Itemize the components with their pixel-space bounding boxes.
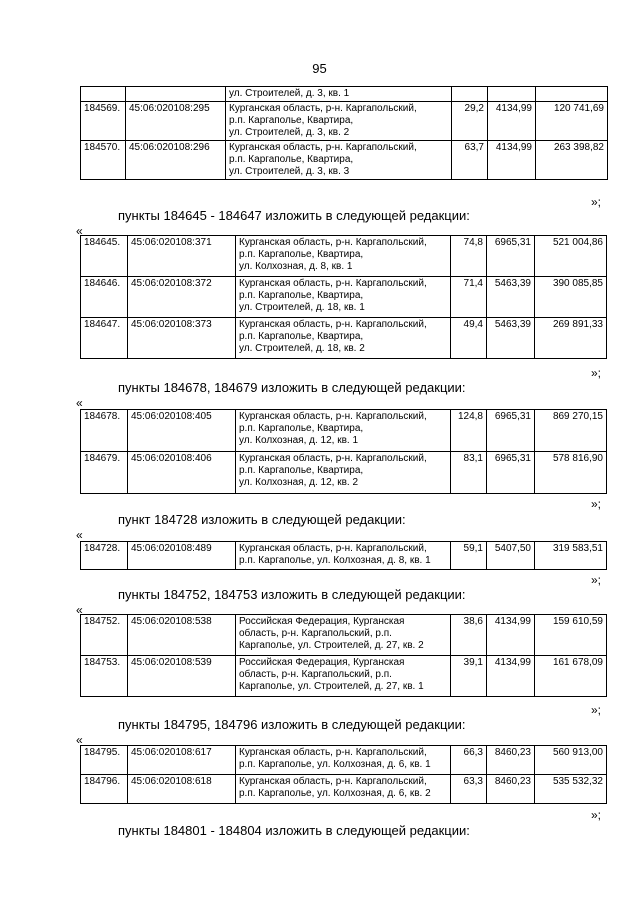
cell-cadastral-number: 45:06:020108:617 [128, 746, 236, 775]
closing-quote: »; [590, 573, 601, 587]
registry-table-184752 [80, 614, 607, 697]
cell-unit-price: 5407,50 [487, 542, 535, 570]
cell-area: 38,6 [451, 615, 487, 656]
cell-total-value: 560 913,00 [535, 746, 607, 775]
table-row [81, 746, 607, 775]
cell-total-value: 120 741,69 [536, 102, 608, 141]
table-row [81, 656, 607, 697]
cell-item-number: 184570. [81, 141, 126, 180]
cell-area: 83,1 [451, 452, 487, 494]
cell-total-value: 159 610,59 [535, 615, 607, 656]
cell-item-number: 184645. [81, 236, 128, 277]
section-intro-184801: пункты 184801 - 184804 изложить в следующей редакции: [118, 823, 470, 838]
cell-cadastral-number: 45:06:020108:538 [128, 615, 236, 656]
cell-unit-price: 6965,31 [487, 452, 535, 494]
cell-cadastral-number: 45:06:020108:296 [126, 141, 226, 180]
closing-quote: »; [590, 366, 601, 380]
section-intro-184678: пункты 184678, 184679 изложить в следующей редакции: [118, 380, 466, 395]
cell-unit-price: 5463,39 [487, 277, 535, 318]
cell-item-number: 184795. [81, 746, 128, 775]
cell-item-number: 184752. [81, 615, 128, 656]
closing-quote: »; [590, 808, 601, 822]
cell-area: 63,7 [452, 141, 488, 180]
section-intro-184728: пункт 184728 изложить в следующей редакции: [118, 512, 406, 527]
section-intro-184752: пункты 184752, 184753 изложить в следующей редакции: [118, 587, 466, 602]
cell-unit-price: 4134,99 [487, 615, 535, 656]
cell-unit-price: 4134,99 [487, 656, 535, 697]
opening-quote: « [76, 224, 83, 238]
cell-address: Курганская область, р-н. Каргапольский, р.п. Каргаполье, ул. Колхозная, д. 6, кв. 1 [236, 746, 451, 775]
cell-area: 63,3 [451, 775, 487, 804]
cell-item-number [81, 87, 126, 102]
cell-item-number: 184647. [81, 318, 128, 359]
cell-area: 66,3 [451, 746, 487, 775]
table-row [81, 542, 607, 570]
cell-address: Курганская область, р-н. Каргапольский, р.п. Каргаполье, Квартира, ул. Колхозная, д. 12, кв. 1 [236, 410, 451, 452]
cell-total-value: 535 532,32 [535, 775, 607, 804]
cell-total-value: 578 816,90 [535, 452, 607, 494]
closing-quote: »; [590, 497, 601, 511]
cell-address: Курганская область, р-н. Каргапольский, р.п. Каргаполье, ул. Колхозная, д. 6, кв. 2 [236, 775, 451, 804]
cell-item-number: 184796. [81, 775, 128, 804]
cell-total-value [536, 87, 608, 102]
cell-address: Курганская область, р-н. Каргапольский, р.п. Каргаполье, Квартира, ул. Строителей, д. 18, кв. 2 [236, 318, 451, 359]
cell-unit-price: 6965,31 [487, 410, 535, 452]
cell-area: 124,8 [451, 410, 487, 452]
table-row [81, 615, 607, 656]
closing-quote: »; [590, 195, 601, 209]
cell-item-number: 184678. [81, 410, 128, 452]
section-intro-184645: пункты 184645 - 184647 изложить в следующей редакции: [118, 208, 470, 223]
cell-unit-price: 4134,99 [488, 141, 536, 180]
registry-table-184678 [80, 409, 607, 494]
cell-address: Российская Федерация, Курганская область, р-н. Каргапольский, р.п. Каргаполье, ул. Строителей, д. 27, кв. 2 [236, 615, 451, 656]
cell-total-value: 390 085,85 [535, 277, 607, 318]
cell-area: 74,8 [451, 236, 487, 277]
cell-item-number: 184753. [81, 656, 128, 697]
table-row [81, 410, 607, 452]
cell-item-number: 184679. [81, 452, 128, 494]
registry-table-184728 [80, 541, 607, 570]
cell-unit-price: 5463,39 [487, 318, 535, 359]
cell-unit-price [488, 87, 536, 102]
opening-quote: « [76, 603, 83, 617]
registry-table-184795 [80, 745, 607, 804]
cell-item-number: 184569. [81, 102, 126, 141]
cell-total-value: 319 583,51 [535, 542, 607, 570]
cell-address: Курганская область, р-н. Каргапольский, р.п. Каргаполье, Квартира, ул. Колхозная, д. 12, кв. 2 [236, 452, 451, 494]
cell-address: Курганская область, р-н. Каргапольский, р.п. Каргаполье, ул. Колхозная, д. 8, кв. 1 [236, 542, 451, 570]
cell-cadastral-number: 45:06:020108:618 [128, 775, 236, 804]
table-row [81, 277, 607, 318]
cell-cadastral-number: 45:06:020108:539 [128, 656, 236, 697]
cell-item-number: 184728. [81, 542, 128, 570]
cell-unit-price: 4134,99 [488, 102, 536, 141]
page-number: 95 [312, 61, 327, 76]
cell-total-value: 263 398,82 [536, 141, 608, 180]
cell-address: Курганская область, р-н. Каргапольский, р.п. Каргаполье, Квартира, ул. Строителей, д. 3, кв. 3 [226, 141, 452, 180]
cell-cadastral-number: 45:06:020108:373 [128, 318, 236, 359]
cell-cadastral-number: 45:06:020108:295 [126, 102, 226, 141]
opening-quote: « [76, 528, 83, 542]
cell-total-value: 161 678,09 [535, 656, 607, 697]
cell-area [452, 87, 488, 102]
cell-area: 29,2 [452, 102, 488, 141]
cell-total-value: 269 891,33 [535, 318, 607, 359]
registry-table-continued [80, 86, 608, 180]
cell-cadastral-number: 45:06:020108:489 [128, 542, 236, 570]
section-intro-184795: пункты 184795, 184796 изложить в следующей редакции: [118, 717, 466, 732]
cell-address: Курганская область, р-н. Каргапольский, р.п. Каргаполье, Квартира, ул. Строителей, д. 18, кв. 1 [236, 277, 451, 318]
cell-area: 39,1 [451, 656, 487, 697]
table-row [81, 102, 608, 141]
cell-address: Курганская область, р-н. Каргапольский, р.п. Каргаполье, Квартира, ул. Колхозная, д. 8, кв. 1 [236, 236, 451, 277]
cell-address: Российская Федерация, Курганская область, р-н. Каргапольский, р.п. Каргаполье, ул. Строителей, д. 27, кв. 1 [236, 656, 451, 697]
opening-quote: « [76, 396, 83, 410]
cell-area: 59,1 [451, 542, 487, 570]
table-row [81, 318, 607, 359]
cell-cadastral-number: 45:06:020108:371 [128, 236, 236, 277]
cell-area: 49,4 [451, 318, 487, 359]
table-row [81, 236, 607, 277]
table-row [81, 452, 607, 494]
table-row [81, 775, 607, 804]
cell-total-value: 521 004,86 [535, 236, 607, 277]
cell-total-value: 869 270,15 [535, 410, 607, 452]
cell-unit-price: 8460,23 [487, 775, 535, 804]
cell-unit-price: 8460,23 [487, 746, 535, 775]
closing-quote: »; [590, 703, 601, 717]
cell-cadastral-number: 45:06:020108:406 [128, 452, 236, 494]
cell-cadastral-number: 45:06:020108:405 [128, 410, 236, 452]
cell-area: 71,4 [451, 277, 487, 318]
registry-table-184645 [80, 235, 607, 359]
cell-unit-price: 6965,31 [487, 236, 535, 277]
table-row [81, 87, 608, 102]
cell-item-number: 184646. [81, 277, 128, 318]
cell-cadastral-number: 45:06:020108:372 [128, 277, 236, 318]
table-row [81, 141, 608, 180]
opening-quote: « [76, 733, 83, 747]
cell-cadastral-number [126, 87, 226, 102]
cell-address: Курганская область, р-н. Каргапольский, р.п. Каргаполье, Квартира, ул. Строителей, д. 3, кв. 2 [226, 102, 452, 141]
cell-address: ул. Строителей, д. 3, кв. 1 [226, 87, 452, 102]
